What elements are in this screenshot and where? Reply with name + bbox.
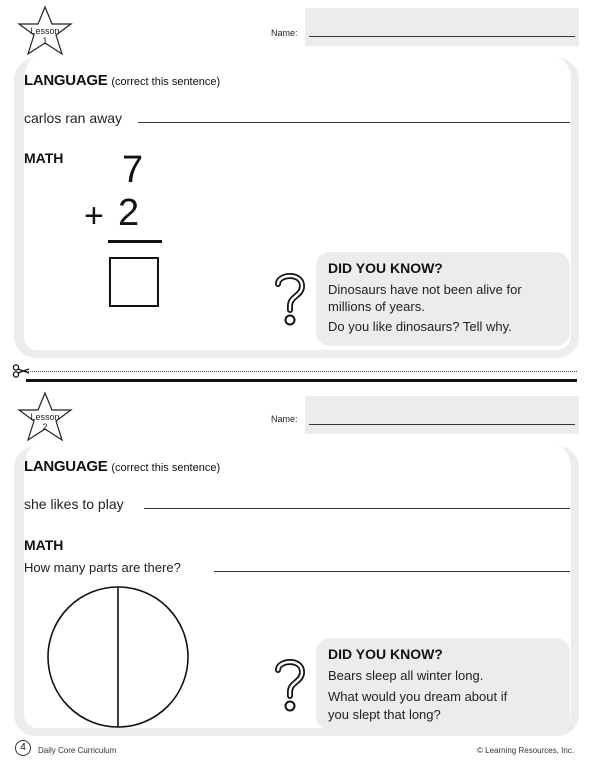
halved-circle-icon: [45, 586, 191, 728]
divider-rule: [26, 379, 577, 382]
lesson-2-name-label: Name:: [271, 414, 298, 424]
lesson-1-plus-sign: +: [84, 197, 104, 235]
lesson-1-answer-box[interactable]: [109, 257, 159, 307]
lesson-1-number: 1: [42, 36, 48, 46]
lesson-1-did-you-know-title: DID YOU KNOW?: [328, 260, 443, 276]
lesson-2-language-title: [24, 458, 220, 475]
lesson-1-sum-bar: [108, 240, 162, 243]
lesson-1-sentence: carlos ran away: [24, 110, 123, 126]
lesson-1-name-field[interactable]: [305, 8, 579, 46]
footer-right-text: © Learning Resources, Inc.: [477, 746, 575, 755]
lesson-2-question-answer-line[interactable]: [214, 571, 570, 572]
page-number: 4: [15, 740, 31, 756]
lesson-2-sentence: she likes to play: [24, 496, 124, 512]
lesson-2-language-note: (correct this sentence): [111, 462, 221, 474]
lesson-2-answer-line[interactable]: [144, 508, 570, 509]
question-mark-icon: [272, 656, 308, 714]
lesson-1-star-badge: [16, 5, 74, 57]
lesson-2-did-you-know-title: DID YOU KNOW?: [328, 646, 443, 662]
lesson-1-name-label: Name:: [271, 28, 298, 38]
lesson-1-language-heading: LANGUAGE: [24, 72, 108, 89]
lesson-1-fact-line-3: Do you like dinosaurs? Tell why.: [328, 319, 512, 334]
lesson-2-word: Lesson: [30, 412, 60, 422]
lesson-1-word: Lesson: [30, 26, 60, 36]
lesson-1-language-title: [24, 72, 220, 89]
lesson-1-bottom-number: 2: [118, 192, 140, 234]
lesson-2-star-badge: [16, 391, 74, 443]
lesson-2-name-line: [309, 424, 575, 425]
lesson-2-language-heading: LANGUAGE: [24, 458, 108, 475]
lesson-1-top-number: 7: [122, 149, 144, 191]
lesson-2-question-mark-icon: [272, 656, 308, 714]
lesson-1-name-line: [309, 36, 575, 37]
lesson-2-fact-line-1: Bears sleep all winter long.: [328, 668, 484, 683]
lesson-1-fact-line-2: millions of years.: [328, 299, 425, 314]
lesson-2-number: 2: [42, 422, 48, 432]
lesson-1-language-note: (correct this sentence): [111, 76, 221, 88]
lesson-2-math-title: MATH: [24, 537, 64, 553]
lesson-2-fact-line-3: you slept that long?: [328, 707, 441, 722]
lesson-1-fact-line-1: Dinosaurs have not been alive for: [328, 282, 522, 297]
lesson-2-name-field[interactable]: [305, 396, 579, 434]
lesson-2-question: How many parts are there?: [24, 560, 181, 575]
footer-left-text: Daily Core Curriculum: [38, 746, 117, 755]
lesson-2-circle-figure: [45, 586, 191, 728]
lesson-2-fact-line-2: What would you dream about if: [328, 689, 508, 704]
dotted-cut-line: [26, 371, 577, 372]
lesson-1-math-title: MATH: [24, 150, 64, 166]
lesson-1-question-mark-icon: [272, 270, 308, 328]
question-mark-icon: [272, 270, 308, 328]
lesson-1-answer-line[interactable]: [138, 122, 570, 123]
